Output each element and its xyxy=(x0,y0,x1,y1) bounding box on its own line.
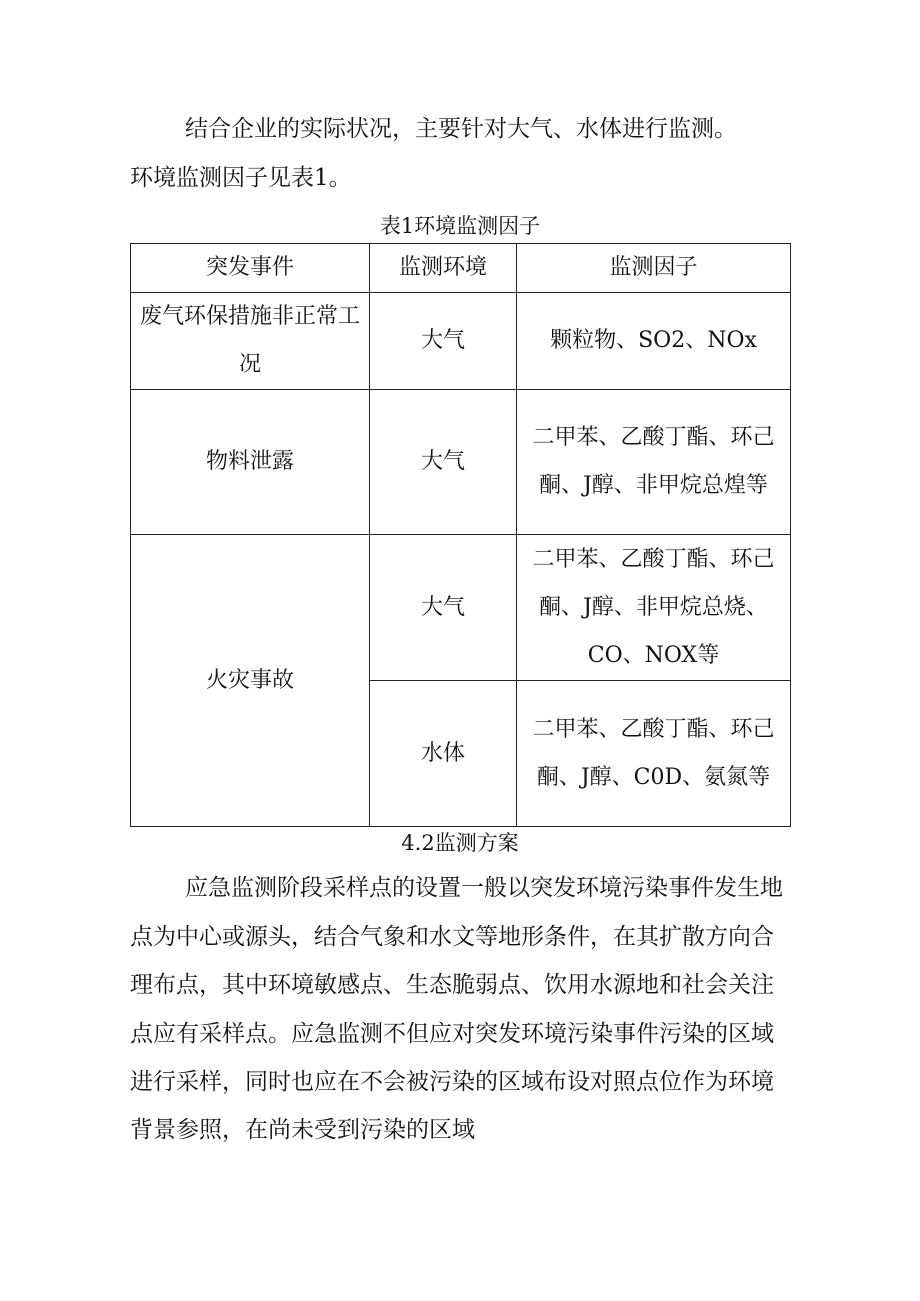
factors-cell: 二甲苯、乙酸丁酯、环己酮、J醇、非甲烷总煌等 xyxy=(517,390,791,535)
environment-cell: 水体 xyxy=(370,681,517,827)
table-row xyxy=(131,535,791,681)
intro-line-1: 结合企业的实际状况，主要针对大气、水体进行监测。 xyxy=(185,116,737,142)
monitoring-factors-table xyxy=(130,243,791,827)
environment-cell: 大气 xyxy=(370,535,517,681)
column-header-environment: 监测环境 xyxy=(370,244,517,293)
table-row xyxy=(131,390,791,535)
paragraph-line: 理布点，其中环境敏感点、生态脆弱点、饮用水源地和社会关注 xyxy=(130,972,774,998)
factors-cell: 二甲苯、乙酸丁酯、环己酮、J醇、非甲烷总烧、CO、NOX等 xyxy=(517,535,791,681)
event-cell: 物料泄露 xyxy=(131,390,370,535)
paragraph-line: 点为中心或源头，结合气象和水文等地形条件，在其扩散方向合 xyxy=(130,924,774,950)
event-cell: 火灾事故 xyxy=(131,535,370,827)
factors-cell: 颗粒物、SO2、NOx xyxy=(517,293,791,390)
environment-cell: 大气 xyxy=(370,390,517,535)
table-caption: 表1环境监测因子 xyxy=(379,214,541,238)
factors-cell: 二甲苯、乙酸丁酯、环己酮、J醇、C0D、氨氮等 xyxy=(517,681,791,827)
table-header-row xyxy=(131,244,791,293)
paragraph-line: 点应有采样点。应急监测不但应对突发环境污染事件污染的区域 xyxy=(130,1021,774,1047)
paragraph-line: 背景参照，在尚未受到污染的区域 xyxy=(130,1117,475,1143)
event-cell: 废气环保措施非正常工况 xyxy=(131,293,370,390)
table-row xyxy=(131,293,791,390)
column-header-event: 突发事件 xyxy=(131,244,370,293)
paragraph-line: 进行采样，同时也应在不会被污染的区域布设对照点位作为环境 xyxy=(130,1069,774,1095)
section-heading: 4.2监测方案 xyxy=(401,831,519,855)
column-header-factors: 监测因子 xyxy=(517,244,791,293)
environment-cell: 大气 xyxy=(370,293,517,390)
paragraph-line: 应急监测阶段采样点的设置一般以突发环境污染事件发生地 xyxy=(185,875,783,901)
intro-line-2: 环境监测因子见表1。 xyxy=(130,165,352,191)
